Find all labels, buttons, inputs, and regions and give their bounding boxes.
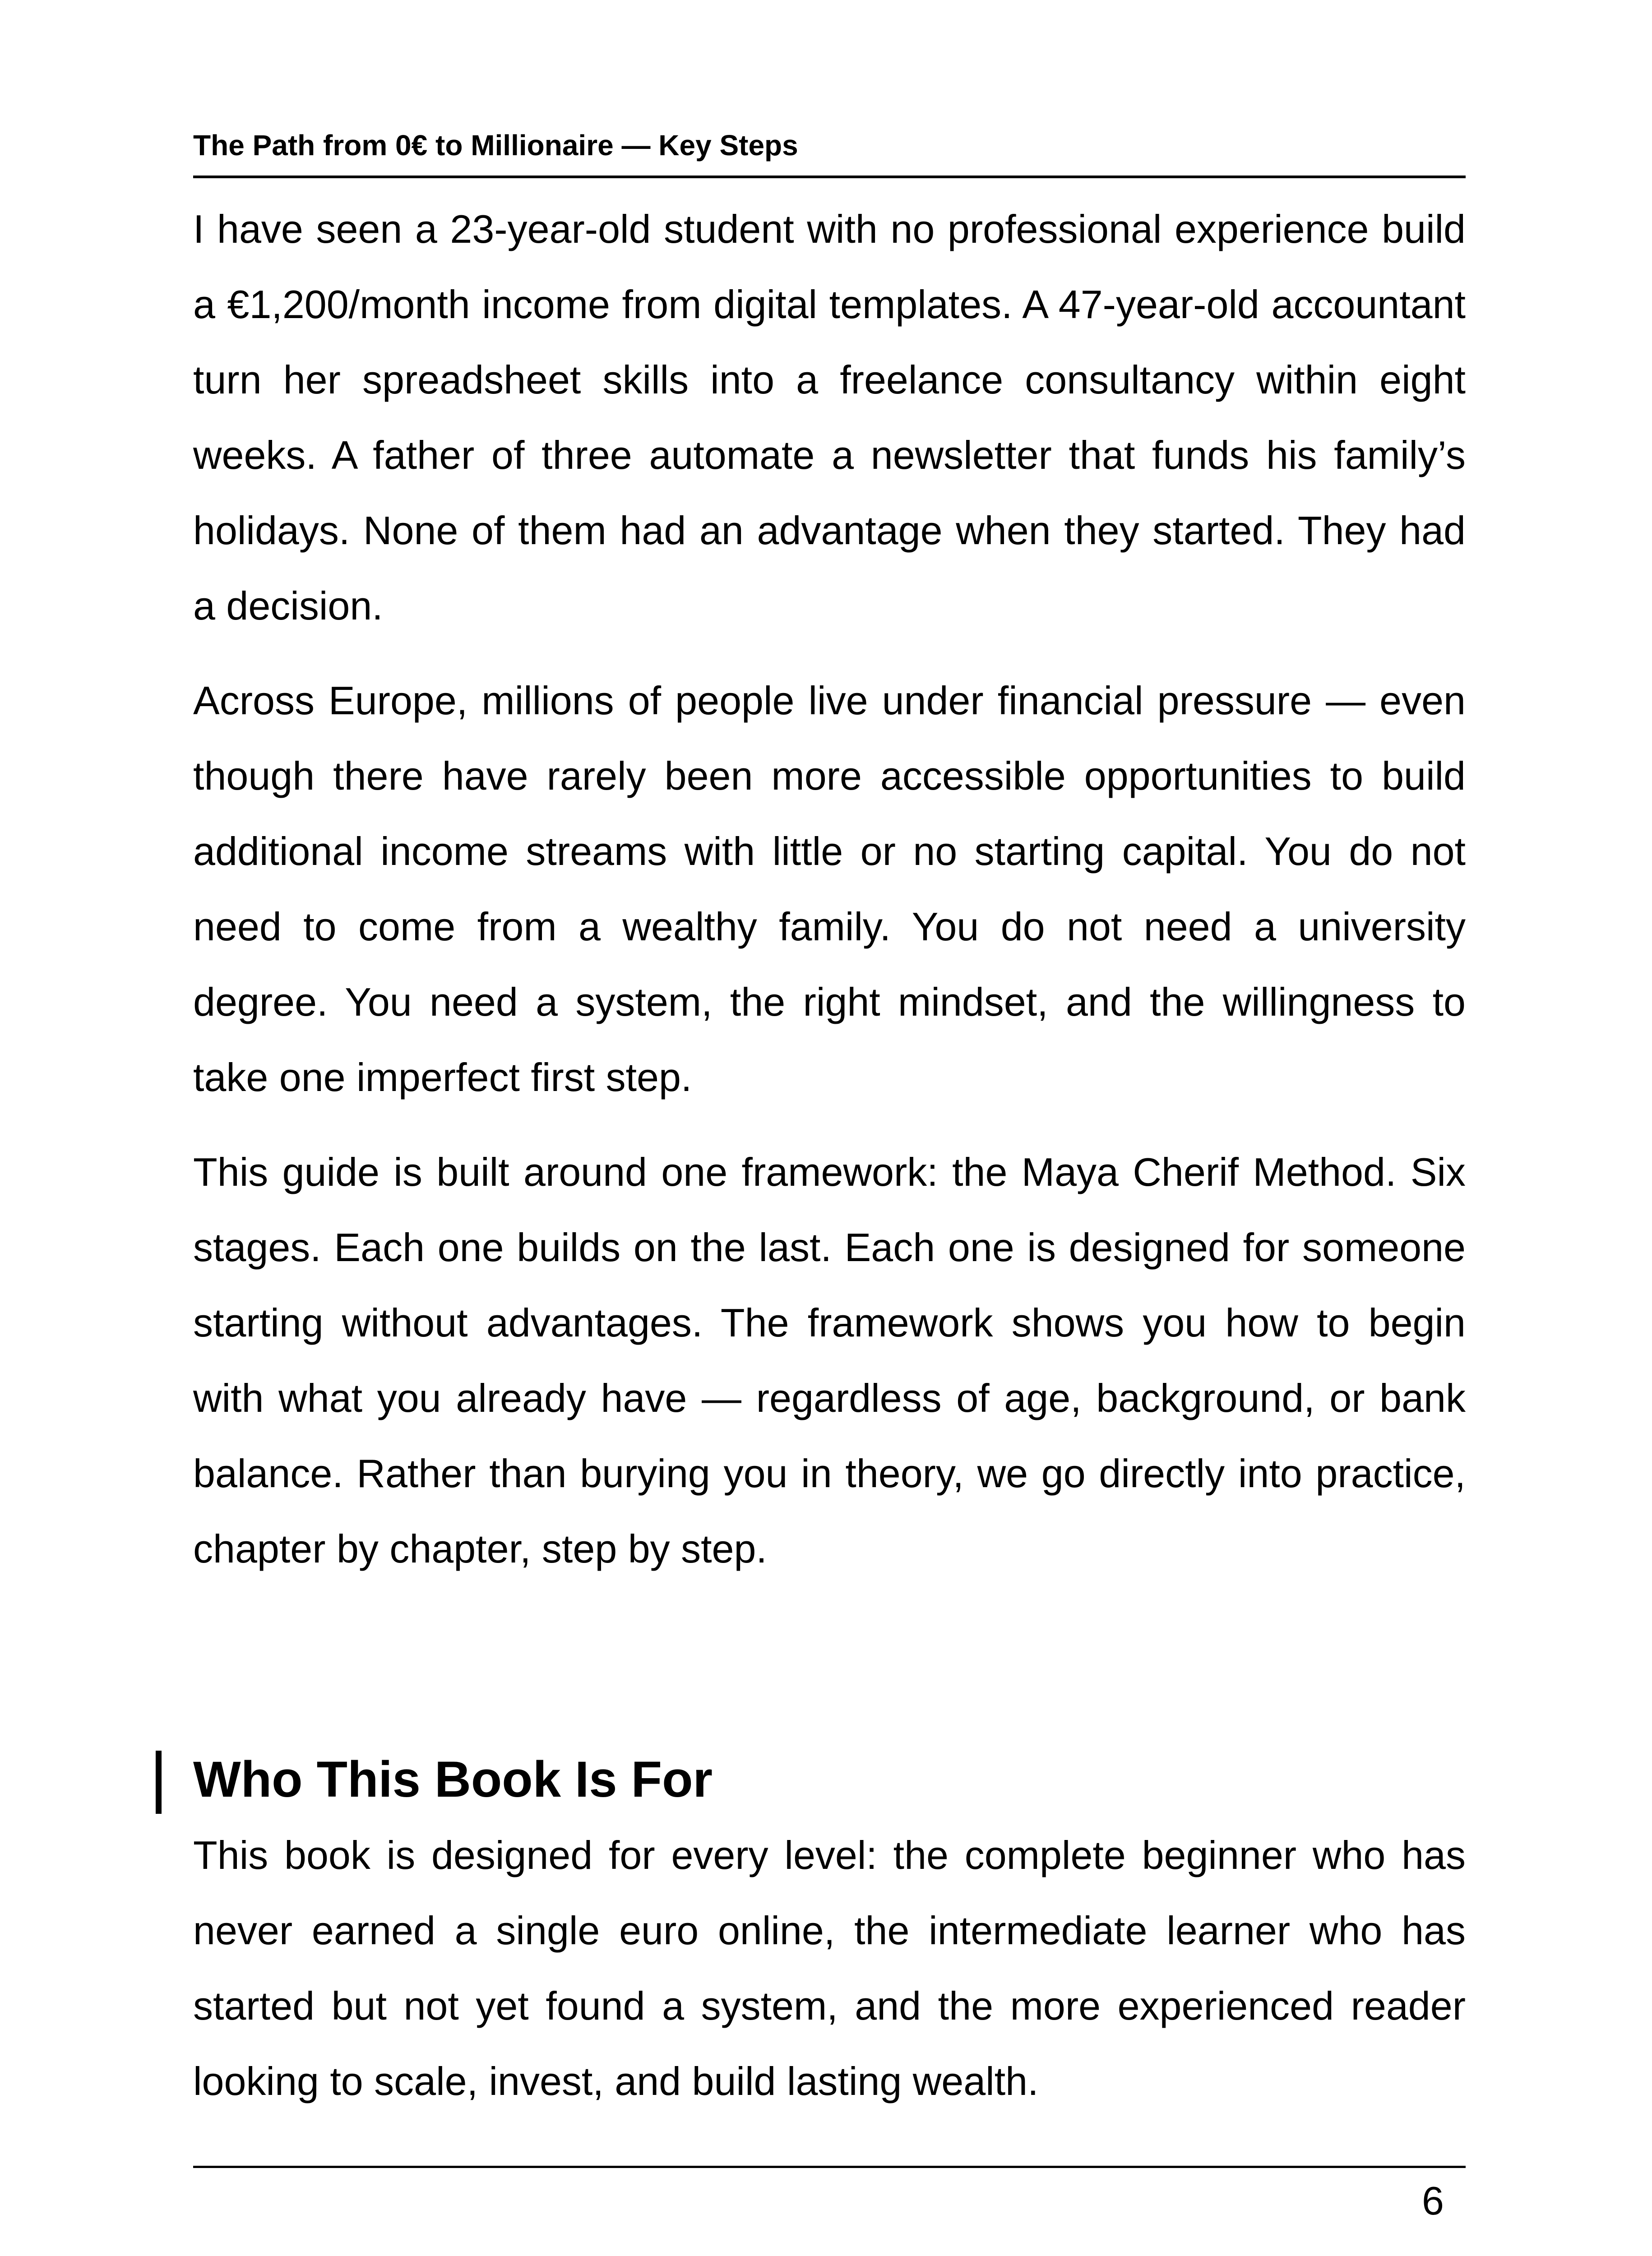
section-paragraph: This book is designed for every level: the complete beginner who has never earned a single euro online, the intermediate learner who has started but not yet found a system, and the more experienced reader looking to scale, invest, and build lasting wealth.: [193, 1833, 1466, 2103]
page-number: 6: [1422, 2178, 1444, 2223]
footer-divider: [193, 2166, 1466, 2168]
section-heading-bar: [156, 1751, 162, 1814]
section-heading: Who This Book Is For: [193, 1751, 713, 1808]
body-paragraph-1: I have seen a 23-year-old student with no professional experience build a €1,200/month income from digital templates. A 47-year-old accountant turn her spreadsheet skills into a freelance consultancy within eight weeks. A father of three automate a newsletter that funds his family’s holidays. None of them had an advantage when they started. They had a decision.: [193, 207, 1466, 628]
body-paragraph-3: This guide is built around one framework: the Maya Cherif Method. Six stages. Each one builds on the last. Each one is designed for someone starting without advantages. The framework shows you how to begin with what you already have — regardless of age, background, or bank balance. Rather than burying you in theory, we go directly into practice, chapter by chapter, step by step.: [193, 1150, 1466, 1571]
body-paragraph-2: Across Europe, millions of people live under financial pressure — even though there have rarely been more accessible opportunities to build additional income streams with little or no starting capital. You do not need to come from a wealthy family. You do not need a university degree. You need a system, the right mindset, and the willingness to take one imperfect first step.: [193, 678, 1466, 1100]
header-divider: [193, 176, 1466, 178]
running-header: The Path from 0€ to Millionaire — Key Steps: [193, 129, 798, 162]
